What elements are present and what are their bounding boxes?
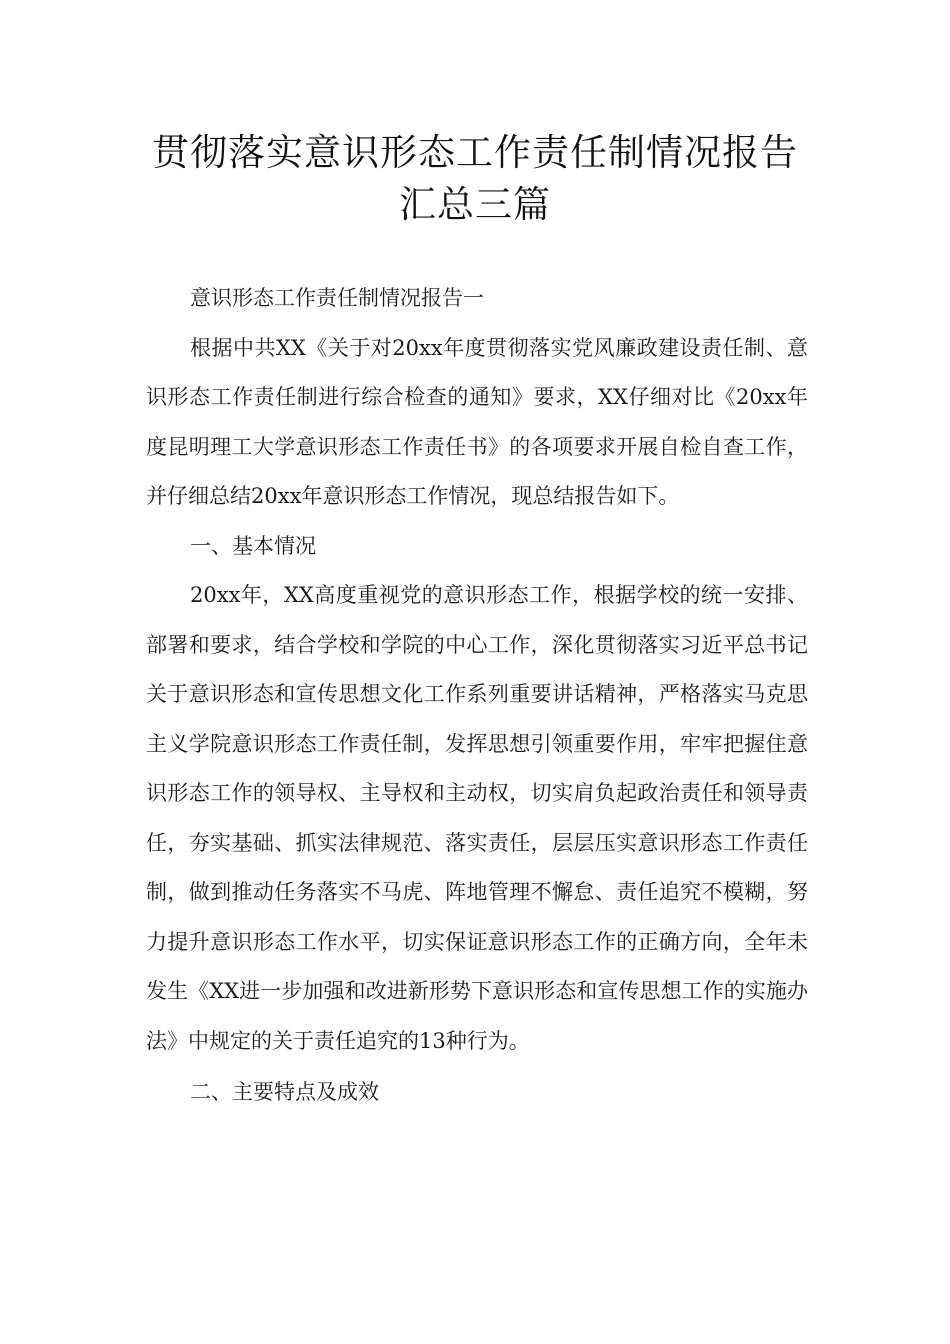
intro-paragraph: 根据中共XX《关于对20xx年度贯彻落实党风廉政建设责任制、意识形态工作责任制进行综合检查的通知》要求，XX仔细对比《20xx年度昆明理工大学意识形态工作责任书》的各项要求开展自检自查工作，并仔细总结20xx年意识形态工作情况，现总结报告如下。 xyxy=(146,335,808,508)
basic-situation-paragraph: 20xx年，XX高度重视党的意识形态工作，根据学校的统一安排、部署和要求，结合学校和学院的中心工作，深化贯彻落实习近平总书记关于意识形态和宣传思想文化工作系列重要讲话精神，严格落实马克思主义学院意识形态工作责任制，发挥思想引领重要作用，牢牢把握住意识形态工作的领导权、主导权和主动权，切实肩负起政治责任和领导责任，夯实基础、抓实法律规范、落实责任，层层压实意识形态工作责任制，做到推动任务落实不马虎、阵地管理不懈怠、责任追究不模糊，努力提升意识形态工作水平，切实保证意识形态工作的正确方向，全年未发生《XX进一步加强和改进新形势下意识形态和宣传思想工作的实施办法》中规定的关于责任追究的13种行为。 xyxy=(146,583,808,1053)
heading-basic-situation: 一、基本情况 xyxy=(190,533,316,558)
section-title: 意识形态工作责任制情况报告一 xyxy=(190,286,484,310)
document-title-line-1: 贯彻落实意识形态工作责任制情况报告 xyxy=(152,131,798,174)
heading-main-features: 二、主要特点及成效 xyxy=(190,1080,379,1104)
document-title xyxy=(100,127,850,231)
document-title-line-2: 汇总三篇 xyxy=(399,183,551,226)
document-body xyxy=(146,274,808,1118)
